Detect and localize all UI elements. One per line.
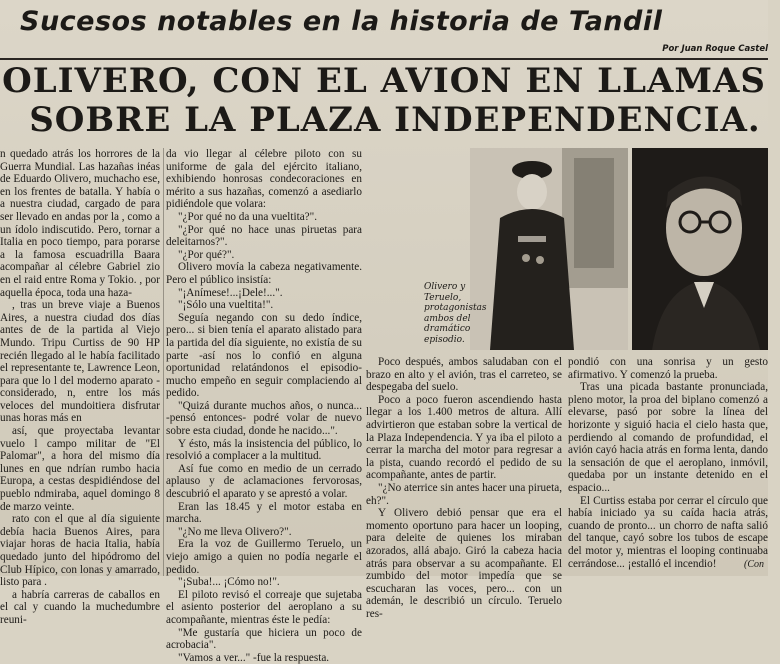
photo-caption: Olivero y Teruelo, protagonistas ambos del dramático episodio.: [424, 282, 487, 345]
col2-paragraph: "Me gustaría que hiciera un poco de acrobacia".: [166, 626, 362, 652]
byline: Por Juan Roque Castel: [662, 44, 768, 54]
col4-paragraph: El Curtiss estaba por cerrar el círculo que había iniciado ya su caída hacia atrás, cuando de pronto... un chorro de nafta salió del tanque, cayó sobre los tubos de escape del motor y, mientras el looping continuaba cerrándose... ¡estalló el incendio!: [568, 494, 768, 570]
text-column-1: [0, 148, 160, 626]
col2-paragraph: Olivero movía la cabeza negativamente. Pero el público insistía:: [166, 261, 362, 286]
col2-paragraph: "¡Suba!... ¡Cómo no!".: [178, 576, 280, 589]
article-headline: [0, 62, 780, 140]
portrait-man-illustration: [632, 148, 768, 350]
col3-paragraph: Poco después, ambos saludaban con el brazo en alto y el avión, tras el carreteo, se despegaba del suelo.: [366, 356, 562, 394]
col1-paragraph: así, que proyectaba levantar vuelo l campo militar de "El Palomar", a hora del mismo día lunes en que ndrían rumbo hacia Europa, a cestas despidiéndose del pueblo ndmiraba, aquel domingo 8 de marzo veinte.: [0, 425, 160, 513]
col2-paragraph: Así fue como en medio de un cerrado aplauso y de aclamaciones fervorosas, descubrió el aparato y se aprestó a volar.: [166, 462, 362, 501]
col3-paragraph: "¿No aterrice sin antes hacer una pirueta, eh?".: [366, 481, 562, 507]
col2-paragraph: "¿Por qué no hace unas piruetas para deleitarnos?".: [166, 223, 362, 249]
headline-line-1: OLIVERO, CON EL AVION EN LLAMAS: [2, 61, 766, 101]
col2-paragraph: "¿Por qué?".: [178, 248, 235, 261]
text-column-3: [366, 356, 562, 620]
col2-paragraph: El piloto revisó el correaje que sujetaba el asiento posterior del aeroplano a su acompañante, mientras éste le pedía:: [166, 588, 362, 626]
col2-paragraph: Seguía negando con su dedo índice, pero... si bien tenía el aparato alistado para la partida del día siguiente, no existía de su parte -así nos lo confió en alguna oportunidad relatándonos el episodio- mucho empeño en seguir complaciendo al pedido.: [166, 311, 362, 400]
portrait-figure-illustration: [470, 148, 628, 350]
col2-paragraph: Era la voz de Guillermo Teruelo, un viejo amigo a quien no podía negarle el pedido.: [166, 538, 362, 576]
col2-paragraph: "Vamos a ver..." -fue la respuesta.: [178, 651, 330, 664]
photo-olivero-teruelo: [470, 148, 628, 350]
col2-paragraph: da vio llegar al célebre piloto con su uniforme de gala del ejército italiano, exhibiendo honrosas condecoraciones en mérito a sus hazañas, comenzó a asediarlo pidiéndole que volara:: [166, 148, 362, 211]
col1-paragraph: a habría carreras de caballos en el cal y cuando la muchedumbre reuni-: [0, 588, 160, 626]
series-title: Sucesos notables en la historia de Tandil: [20, 6, 663, 37]
column-divider: [163, 148, 164, 576]
col2-paragraph: "¡Anímese!...¡Dele!...".: [178, 286, 283, 299]
continued-tag: (Con: [744, 559, 764, 570]
col2-paragraph: "¿No me lleva Olivero?".: [178, 525, 292, 538]
col1-paragraph: , tras un breve viaje a Buenos Aires, a nuestra ciudad dos días antes de de la partida al Viejo Mundo. Tripu Curtiss de 90 HP recién llegado al le había facilitado el representante te, Lawrence Leon, para que lo l del moderno aparato -considerado, n, entre los más veloces del mundoitiera disfrutar unas horas más en: [0, 299, 160, 425]
col2-paragraph: Y ésto, más la insistencia del público, lo resolvió a complacer a la multitud.: [166, 437, 362, 463]
text-column-2: [166, 148, 362, 664]
header-rule: [0, 58, 768, 60]
col4-paragraph: Tras una picada bastante pronunciada, pleno motor, la proa del biplano comenzó a elevarse, pasó por sobre la línea del horizonte y siguió hacia el cielo hasta que, perdiendo al comando de profundidad, el avión cayó hacia atrás en forma lenta, dando la sensación de que el aeroplano, inmóvil, quedaba por un instante detenido en el espacio...: [568, 381, 768, 494]
col3-paragraph: Poco a poco fueron ascendiendo hasta llegar a los 1.400 metros de altura. Allí advirtieron que estaban sobre la vertical de la Plaza Independencia. Y ya iba el piloto a cerrar la marcha del motor para regresar a la pista, cuando recordó el pedido de su acompañante, antes de partir.: [366, 393, 562, 482]
col1-paragraph: n quedado atrás los horrores de la Guerra Mundial. Las hazañas inéas de Eduardo Olivero, muchacho ese, en los frentes de batalla. Y había o a nuestra ciudad, cargado de para ser llevado en andas por la , como a un ídolo indiscutido. Pero, tornar a Italia en poco tiempo, para porarse a la famosa escuadrilla Baara acompañar al célebre Gabriel zio en el raid entre Roma y Tokio. , por aquella época, toda una haza-: [0, 148, 160, 299]
photo-portrait: [632, 148, 768, 350]
col2-paragraph: Eran las 18.45 y el motor estaba en marcha.: [166, 500, 362, 526]
text-column-4: [568, 356, 768, 576]
headline-line-2: SOBRE LA PLAZA INDEPENDENCIA.: [29, 100, 761, 140]
col2-paragraph: "¡Sólo una vueltita!".: [178, 299, 274, 312]
col4-paragraph: pondió con una sonrisa y un gesto afirmativo. Y comenzó la prueba.: [568, 356, 768, 381]
col1-paragraph: rato con el que al día siguiente debía hacia Buenos Aires, para viajar horas de hacia Italia, había quedado junto del hipódromo del Club Hípico, con lonas y amarrado, listo para .: [0, 513, 160, 589]
col2-paragraph: "¿Por qué no da una vueltita?".: [178, 210, 317, 223]
col3-paragraph: Y Olivero debió pensar que era el momento oportuno para hacer un looping, para deleite de quienes los miraban azorados, allá abajo. Giró la cabeza hacia atrás para observar a su acompañante. El zumbido del motor impedía que se escucharan las voces, pero... con un ademán, le describió un círculo. Teruelo res-: [366, 507, 562, 620]
series-header: [0, 0, 768, 60]
col2-paragraph: "Quizá durante muchos años, o nunca... -pensó entonces- podré volar de nuevo sobre esta ciudad, donde he nacido...".: [166, 399, 362, 438]
